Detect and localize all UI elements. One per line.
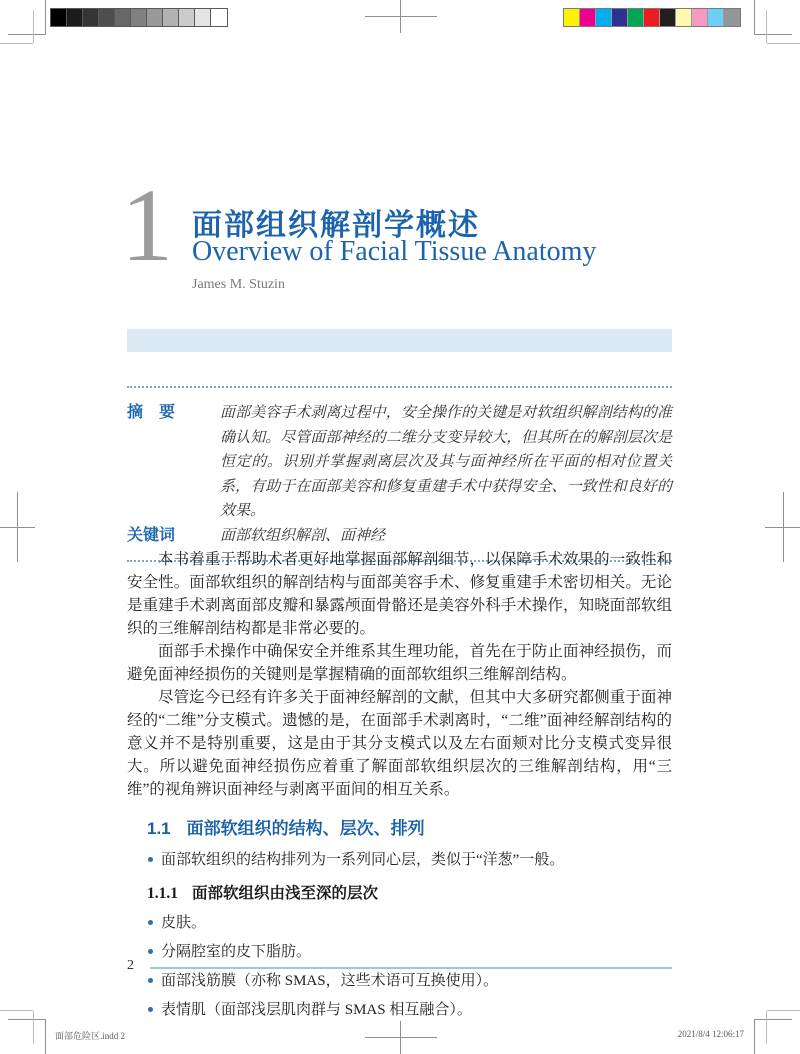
color-swatch (99, 9, 115, 26)
body-paragraph: 面部手术操作中确保安全并维系其生理功能，首先在于防止面神经损伤，而避免面神经损伤的关键则是掌握精确的面部软组织三维解剖结构。 (127, 643, 672, 683)
registration-mark (365, 16, 437, 17)
chapter-number: 1 (121, 168, 173, 283)
color-swatch (708, 9, 724, 26)
abstract-label: 摘 要 (127, 404, 176, 421)
crop-mark (767, 43, 800, 44)
section-title: 面部软组织的结构、层次、排列 (186, 819, 425, 838)
crop-mark (755, 34, 792, 35)
section-number: 1.1 (147, 819, 171, 838)
decorative-band (127, 329, 672, 352)
color-swatch (692, 9, 708, 26)
color-swatch (724, 9, 740, 26)
section-heading (147, 814, 672, 839)
bullet-icon (148, 949, 153, 954)
crop-mark (766, 1011, 767, 1044)
crop-mark (33, 10, 34, 43)
subsection-number: 1.1.1 (147, 885, 178, 902)
color-swatch (660, 9, 676, 26)
keywords-label: 关键词 (127, 526, 176, 544)
abstract-row (127, 401, 672, 524)
list-item (147, 999, 672, 1021)
body-paragraph: 本书着重于帮助术者更好地掌握面部解剖细节，以保障手术效果的一致性和安全性。面部软组织的解剖结构与面部美容手术、修复重建手术密切相关。无论是重建手术剥离面部皮瓣和暴露颅面骨骼还是美容外科手术操作，知晓面部软组织的三维解剖结构都是非常必要的。 (127, 551, 672, 637)
grayscale-calibration-bar (50, 8, 228, 27)
abstract-section (127, 386, 672, 562)
crop-mark (45, 1019, 46, 1054)
subsection-title: 面部软组织由浅至深的层次 (192, 885, 379, 902)
keywords-text: 面部软组织解剖、面神经 (220, 527, 386, 544)
registration-mark (17, 492, 18, 562)
registration-mark (365, 1037, 437, 1038)
registration-mark (783, 492, 784, 562)
color-swatch (67, 9, 83, 26)
list-item (147, 849, 672, 871)
folio (127, 958, 672, 978)
crop-mark (0, 1010, 33, 1011)
list-item-text: 面部浅筋膜（亦称 SMAS，这些术语可互换使用）。 (161, 973, 499, 989)
crop-mark (45, 0, 46, 35)
body-paragraph: 尽管迄今已经有许多关于面神经解剖的文献，但其中大多研究都侧重于面神经的“二维”分支模式。遗憾的是，在面部手术剥离时，“二维”面神经解剖结构的意义并不是特别重要，这是由于其分支模式以及左右面颊对比分支模式变异很大。所以避免面神经损伤应着重了解面部软组织层次的三维解剖结构，用“三维”的视角辨识面神经与剥离平面间的相互关系。 (127, 689, 672, 798)
crop-mark (0, 43, 33, 44)
crop-mark (754, 0, 755, 35)
page-number: 2 (127, 958, 134, 973)
color-swatch (195, 9, 211, 26)
color-calibration-bar (563, 8, 741, 27)
author-name: James M. Stuzin (192, 277, 285, 292)
color-swatch (131, 9, 147, 26)
color-swatch (83, 9, 99, 26)
bullet-icon (148, 857, 153, 862)
crop-mark (754, 1019, 755, 1054)
list-item-text: 皮肤。 (161, 915, 207, 931)
slug-filename: 面部危险区.indd 2 (55, 1031, 126, 1041)
keywords-row (127, 524, 672, 549)
crop-mark (755, 1019, 792, 1020)
color-swatch (676, 9, 692, 26)
abstract-text: 面部美容手术剥离过程中，安全操作的关键是对软组织解剖结构的准确认知。尽管面部神经的二维分支变异较大，但其所在的解剖层次是恒定的。识别并掌握剥离层次及其与面神经所在平面的相对位置关系，有助于在面部美容和修复重建手术中获得安全、一致性和良好的效果。 (220, 405, 672, 519)
slug-timestamp: 2021/8/4 12:06:17 (677, 1029, 744, 1039)
main-text-column (127, 548, 672, 1028)
list-item-text: 面部软组织的结构排列为一系列同心层，类似于“洋葱”一般。 (161, 852, 565, 868)
color-swatch (612, 9, 628, 26)
chapter-title-en: Overview of Facial Tissue Anatomy (192, 236, 597, 267)
bullet-icon (148, 920, 153, 925)
bullet-icon (148, 978, 153, 983)
subsection-heading (147, 881, 672, 903)
registration-mark (400, 0, 401, 33)
crop-mark (33, 1011, 34, 1044)
crop-mark (8, 1019, 45, 1020)
color-swatch (596, 9, 612, 26)
list-item (147, 912, 672, 934)
crop-mark (767, 1010, 800, 1011)
color-swatch (644, 9, 660, 26)
list-item-text: 分隔腔室的皮下脂肪。 (161, 944, 312, 960)
crop-mark (8, 34, 45, 35)
color-swatch (179, 9, 195, 26)
color-swatch (564, 9, 580, 26)
color-swatch (163, 9, 179, 26)
folio-rule (150, 967, 672, 969)
color-swatch (51, 9, 67, 26)
color-swatch (147, 9, 163, 26)
bullet-icon (148, 1007, 153, 1012)
color-swatch (580, 9, 596, 26)
chapter-title-zh: 面部组织解剖学概述 (192, 209, 480, 242)
color-swatch (628, 9, 644, 26)
color-swatch (211, 9, 227, 26)
list-item-text: 表情肌（面部浅层肌肉群与 SMAS 相互融合）。 (161, 1002, 472, 1018)
color-swatch (115, 9, 131, 26)
crop-mark (766, 10, 767, 43)
